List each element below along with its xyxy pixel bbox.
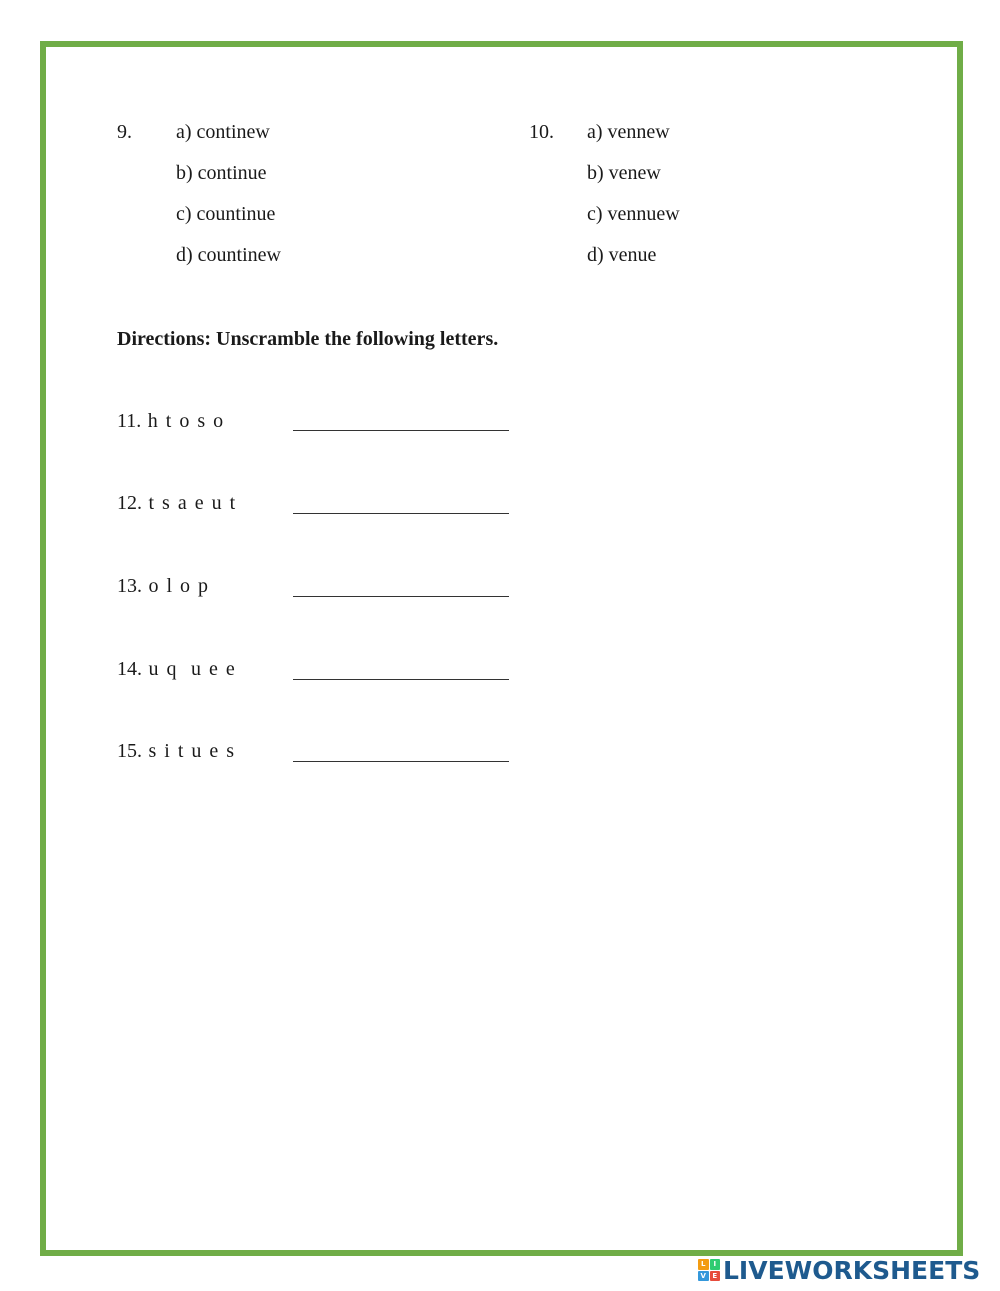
logo-text: LIVEWORKSHEETS xyxy=(723,1255,981,1285)
question-10-option-b[interactable]: b) venew xyxy=(587,162,661,184)
scramble-14-number: 14. xyxy=(117,658,142,680)
logo-mark-icon xyxy=(698,1259,720,1281)
scramble-15-number: 15. xyxy=(117,740,142,762)
question-10-number: 10. xyxy=(529,121,554,143)
logo-mark-letter-e: E xyxy=(710,1271,721,1282)
logo-mark-letter-l: L xyxy=(698,1259,709,1270)
scramble-13-number: 13. xyxy=(117,575,142,597)
scramble-item-15 xyxy=(117,739,236,763)
scramble-12-number: 12. xyxy=(117,492,142,514)
liveworksheets-logo xyxy=(698,1256,980,1284)
scramble-item-11 xyxy=(117,409,225,433)
question-10-option-c[interactable]: c) vennuew xyxy=(587,203,680,225)
logo-mark-letter-i: I xyxy=(710,1259,721,1270)
answer-field-13[interactable] xyxy=(293,596,509,597)
scramble-11-letters: h t o s o xyxy=(147,410,225,432)
answer-field-15[interactable] xyxy=(293,761,509,762)
answer-field-12[interactable] xyxy=(293,513,509,514)
logo-mark-letter-v: V xyxy=(698,1271,709,1282)
question-9-option-a[interactable]: a) continew xyxy=(176,121,270,143)
question-9-option-d[interactable]: d) countinew xyxy=(176,244,281,266)
scramble-14-letters: u q u e e xyxy=(148,658,237,680)
question-9-option-b[interactable]: b) continue xyxy=(176,162,267,184)
scramble-11-number: 11. xyxy=(117,410,142,432)
question-9-option-c[interactable]: c) countinue xyxy=(176,203,276,225)
scramble-13-letters: o l o p xyxy=(148,575,210,597)
scramble-12-letters: t s a e u t xyxy=(148,492,237,514)
scramble-item-12 xyxy=(117,491,237,515)
directions-heading: Directions: Unscramble the following letters. xyxy=(117,328,499,350)
scramble-15-letters: s i t u e s xyxy=(148,740,236,762)
question-9-number: 9. xyxy=(117,121,132,143)
question-10-option-a[interactable]: a) vennew xyxy=(587,121,670,143)
answer-field-14[interactable] xyxy=(293,679,509,680)
answer-field-11[interactable] xyxy=(293,430,509,431)
scramble-item-14 xyxy=(117,657,236,681)
scramble-item-13 xyxy=(117,574,210,598)
question-10-option-d[interactable]: d) venue xyxy=(587,244,657,266)
